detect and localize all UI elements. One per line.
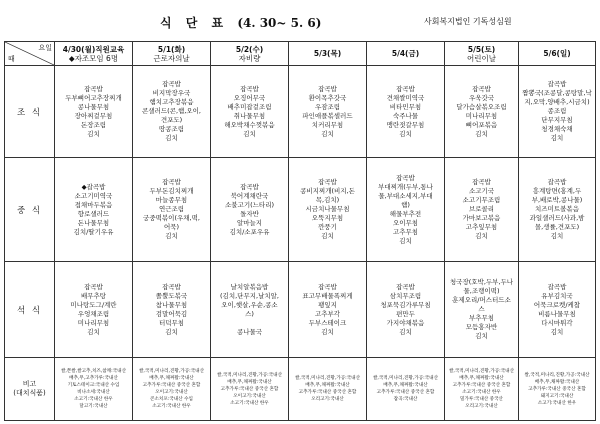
- origin-note: 소고기:국내산 한우: [230, 400, 269, 406]
- menu-item: 뼈어포볶음: [465, 120, 498, 129]
- menu-item: 콩나물무침: [77, 102, 110, 111]
- menu-cell: [133, 262, 211, 358]
- menu-cell: [367, 158, 445, 262]
- notes-row: [5, 358, 596, 421]
- menu-item: 비타민무침: [389, 102, 422, 111]
- day-header: [211, 42, 289, 66]
- menu-item: 부추무침: [468, 314, 495, 322]
- meal-label: 비고 (대치식품): [5, 358, 55, 421]
- origin-note: 잡곡:국내산: [393, 397, 418, 402]
- menu-item: 목,김치): [315, 196, 340, 204]
- day-header: [445, 42, 519, 66]
- menu-item: 단무지무침: [541, 116, 573, 124]
- menu-cell: [367, 262, 445, 358]
- meal-label: 조 식: [5, 66, 55, 158]
- origin-note: 배추,무,채짜활:국내산: [227, 379, 272, 385]
- menu-item: 소고기미역국: [74, 191, 113, 200]
- menu-item: 두부스테이크: [308, 318, 347, 327]
- menu-item: 치즈미트볼볶음: [535, 205, 579, 213]
- menu-cell: [445, 66, 519, 158]
- day-note: 자비량: [238, 53, 261, 63]
- breakfast-row: [5, 66, 596, 158]
- menu-item: 부,배로박,콩나물): [531, 196, 583, 204]
- menu-item: 몰,생률,견포도): [534, 223, 580, 231]
- menu-item: 비름나물무침: [538, 309, 576, 318]
- menu-item: 가마보고볶음: [462, 214, 501, 222]
- menu-item: 김치: [550, 232, 564, 240]
- meal-label: 석 식: [5, 262, 55, 358]
- menu-item: 우엉채조림: [77, 309, 110, 318]
- origin-note: 소고기:국내산 한우: [537, 400, 577, 406]
- day-date: 5/2(수): [235, 44, 264, 54]
- menu-item: 잡곡밥: [396, 282, 415, 291]
- menu-item: 김치: [550, 327, 564, 336]
- menu-item: 오이무침: [392, 218, 419, 227]
- menu-item: 해물부추전: [389, 209, 422, 218]
- menu-cell: [519, 262, 596, 358]
- menu-item: 콩비지찌개(비지,돈: [300, 187, 355, 195]
- menu-cell: [289, 262, 367, 358]
- menu-item: 잡곡밥: [84, 282, 103, 291]
- menu-item: 김치: [399, 129, 412, 138]
- menu-item: 흥계탕면(홍계,두: [532, 187, 582, 195]
- origin-note: 오이고기:국내산: [233, 393, 266, 399]
- menu-item: 스: [478, 305, 485, 313]
- menu-item: 연근조림: [158, 205, 185, 213]
- day-date: 4/30(월)직원교육: [62, 44, 125, 54]
- menu-item: 다시마튀각: [541, 318, 573, 327]
- menu-item: 숙주나물: [392, 111, 419, 120]
- menu-item: 김치: [475, 232, 488, 240]
- menu-item: 김치: [475, 129, 488, 138]
- menu-cell: [55, 158, 133, 262]
- menu-item: 짬뽕국(조콩달,콩탕말,낙: [522, 89, 592, 97]
- corner-meal-label: 때: [8, 55, 15, 63]
- menu-item: 김치: [399, 236, 412, 245]
- menu-item: 우잠조림: [314, 102, 341, 111]
- origin-note: 쌀,국적,미나리,진황,가공:국내산: [372, 376, 439, 381]
- menu-item: 고추부각: [314, 309, 341, 318]
- menu-cell: [55, 262, 133, 358]
- menu-item: 오뚝지무침: [311, 214, 344, 222]
- menu-item: 물,조랭이떡): [463, 287, 500, 295]
- origin-note: 고추가루:국내산 중국산 혼합: [298, 390, 357, 395]
- dinner-row: [5, 262, 596, 358]
- lunch-row: [5, 158, 596, 262]
- menu-item: 잡곡밥: [318, 178, 337, 186]
- menu-cell: [211, 262, 289, 358]
- menu-item: 치커리무침: [311, 120, 344, 129]
- menu-item: 배무추탕: [80, 291, 107, 300]
- menu-item: 청경채숙채: [541, 125, 573, 133]
- menu-item: 취나물무침: [233, 111, 266, 120]
- menu-item: 과일샐러드(사과,밤: [529, 214, 585, 222]
- menu-item: 햄): [401, 200, 410, 209]
- menu-item: 고추무침: [392, 227, 419, 236]
- menu-item: 향로샐러드: [77, 209, 110, 218]
- corner-weekday-label: 요일: [38, 44, 52, 52]
- note-cell: [519, 358, 596, 421]
- day-note: ◆자조모임 6명: [68, 53, 119, 63]
- day-header: [133, 42, 211, 66]
- menu-item: 알마늘지: [236, 218, 263, 227]
- menu-item: 마늘종무침: [155, 196, 188, 204]
- page-title: [160, 14, 321, 31]
- menu-item: 가지야채볶음: [386, 318, 425, 327]
- menu-item: 돈나물무침: [77, 218, 110, 227]
- menu-item: 두부돈김치찌개: [149, 187, 194, 195]
- menu-item: 돈장조림: [80, 120, 107, 129]
- day-note: 어린이날: [467, 53, 496, 63]
- origin-note: 소고기:국내산 한우: [462, 390, 501, 395]
- origin-note: 밀가루:국내산 중국산: [460, 397, 503, 402]
- menu-item: 청포묵김가루무침: [380, 300, 431, 309]
- menu-item: 장아찌겉무침: [74, 111, 113, 120]
- menu-item: 시금치나물무침: [305, 205, 350, 213]
- menu-item: 잡곡밥: [396, 173, 415, 182]
- day-date: 5/5(토): [467, 44, 496, 54]
- origin-note: 쌀,쫀쌀,쌀고추,치즈,참깨:국내산: [60, 369, 127, 374]
- menu-item: 잡곡밥: [162, 178, 181, 186]
- note-cell: [289, 358, 367, 421]
- menu-cell: [211, 66, 289, 158]
- menu-item: 고추잎무침: [465, 223, 498, 231]
- menu-item: 배추미잡겉조림: [227, 102, 272, 111]
- origin-note: 쌀,국적,미나리,진황,가공:국내산: [138, 369, 205, 374]
- menu-item: 터덕무침: [158, 318, 185, 327]
- origin-note: 고추가루:국내산 중국산 혼합: [528, 386, 586, 392]
- menu-item: 미나리무침: [77, 318, 110, 327]
- day-date: 5/6(일): [543, 49, 571, 58]
- menu-item: 미나리무침: [465, 111, 498, 120]
- menu-item: 오징어무국: [233, 93, 266, 102]
- menu-cell: [55, 66, 133, 158]
- period-text: (4. 30~ 5. 6): [237, 16, 322, 30]
- menu-item: 해오박채수껏볶음: [224, 120, 275, 129]
- menu-item: 팽잎지: [318, 300, 337, 309]
- title-text: 식 단 표: [160, 16, 229, 30]
- menu-cell: [289, 66, 367, 158]
- menu-item: 어묵크로켓/케찹: [533, 300, 581, 309]
- menu-item: 잡곡밥: [547, 282, 567, 291]
- menu-item: 김치: [321, 232, 334, 240]
- menu-item: 검말어묵김: [155, 309, 188, 318]
- menu-item: 콘샐러드(콘,햄,오이,: [142, 107, 201, 115]
- menu-item: 김치: [243, 129, 256, 138]
- menu-item: 맹란젓갈무침: [386, 120, 425, 129]
- menu-item: 김치: [475, 332, 488, 340]
- menu-item: 잡곡밥: [472, 84, 491, 93]
- day-header: [55, 42, 133, 66]
- menu-item: 부대찌개(두부,통나: [378, 182, 433, 191]
- menu-item: 땅콩조림: [158, 125, 185, 133]
- menu-item: 김치/소포우유: [229, 227, 270, 236]
- origin-note: 고추가루:국내산 중국산 혼합: [142, 383, 201, 388]
- menu-item: 김치: [165, 134, 178, 142]
- day-header: [519, 42, 596, 66]
- menu-item: 잡곡밥: [84, 84, 103, 93]
- origin-note: 고추가루:국내산 중국산 혼합: [220, 386, 279, 392]
- note-cell: [133, 358, 211, 421]
- menu-item: 소고기국: [468, 187, 495, 195]
- note-cell: [211, 358, 289, 421]
- table-corner-cell: [5, 42, 55, 66]
- menu-item: 잡곡밥: [318, 84, 337, 93]
- menu-item: 파인애플볶셀러드: [302, 111, 353, 120]
- menu-item: (김치,단무지,날치알,: [220, 291, 279, 300]
- meal-rows: [5, 66, 596, 421]
- menu-item: 표고무배물폭찌게: [302, 291, 353, 300]
- menu-item: 미나탕도그/계란: [70, 300, 117, 309]
- menu-item: 궁중떡볶이(우채,떡,: [143, 214, 200, 222]
- menu-item: 두부뼈어고추장찌개: [65, 93, 122, 102]
- origin-note: 쌀,국적,미나리,진황,가공:국내산: [294, 376, 361, 381]
- day-note: 근로자의날: [153, 53, 190, 63]
- menu-item: 잡곡밥: [547, 80, 567, 88]
- origin-note: 비나소세:국내산: [77, 390, 110, 395]
- menu-item: 돌자반: [240, 209, 259, 218]
- origin-note: 배추,무,고추가루:국내산: [69, 376, 118, 381]
- menu-cell: [445, 262, 519, 358]
- origin-note: 오리고기:국내산: [311, 397, 344, 402]
- origin-note: 배추,무,채짜활:국내산: [383, 383, 428, 388]
- day-header: [367, 42, 445, 66]
- menu-item: [211, 319, 288, 328]
- weekly-menu-table: [4, 41, 596, 421]
- menu-cell: [133, 66, 211, 158]
- menu-item: 김치: [399, 327, 412, 336]
- menu-item: 청국장(호박,두부,두나: [449, 278, 514, 286]
- day-date: 5/4(금): [391, 49, 420, 58]
- menu-item: 물,부대소세지,부대: [378, 191, 433, 200]
- menu-item: 참나물무침: [155, 300, 188, 309]
- menu-item: 훈제오리/머스터드소: [452, 296, 511, 304]
- menu-item: 김치: [87, 327, 100, 336]
- menu-cell: [519, 66, 596, 158]
- menu-item: 깐풍기: [318, 223, 337, 231]
- origin-note: 쌀,국적,미나리,진황,가공:국내산: [448, 369, 515, 374]
- origin-note: 소고기:국내산 한우: [152, 404, 191, 409]
- origin-note: 배추,무,채짜활:국내산: [149, 376, 194, 381]
- menu-item: 접채마두볶음: [74, 200, 113, 209]
- organization-name: 사회복지법인 기독성심원: [424, 17, 512, 26]
- origin-note: 콘소치포:국내산 수입: [150, 397, 193, 402]
- menu-cell: [367, 66, 445, 158]
- menu-item: 유부김치국: [541, 291, 573, 300]
- origin-note: 고추가루:국내산 중국산 혼합: [376, 390, 435, 395]
- note-cell: [445, 358, 519, 421]
- menu-item: 모듬홍자반: [465, 323, 498, 331]
- menu-item: 오이,햇살,우순,콩소: [221, 300, 278, 309]
- menu-item: 김치: [87, 129, 100, 138]
- menu-item: 잡곡밥: [318, 282, 337, 291]
- menu-item: 잡곡밥: [472, 178, 491, 186]
- menu-item: 우욱갓국: [468, 93, 495, 102]
- menu-item: 김치/딸기우유: [73, 227, 114, 236]
- origin-note: 배추,무,채짜활:국내산: [534, 379, 580, 385]
- menu-item: 콩나물국: [236, 327, 263, 336]
- note-cell: [55, 358, 133, 421]
- menu-item: 편만두: [396, 309, 415, 318]
- origin-note: 오이고기:국내산: [155, 390, 188, 395]
- origin-note: 오리고기:국내산: [465, 404, 498, 409]
- day-date: 5/1(화): [157, 44, 186, 54]
- menu-item: 잡곡밥: [547, 178, 567, 186]
- menu-item: 쫄뿔도볶국: [155, 291, 188, 300]
- origin-note: 고추가루:국내산 중국산 혼합: [452, 383, 511, 388]
- menu-item: 김치: [321, 327, 334, 336]
- origin-note: 소고기:국내산 한우: [74, 397, 113, 402]
- origin-note: 쌀,국적,미나리,진황,가공:국내산: [524, 372, 590, 378]
- note-cell: [367, 358, 445, 421]
- page-header: [0, 0, 600, 40]
- menu-item: 잡곡밥: [162, 80, 181, 88]
- origin-note: 돼지고기:국내산: [540, 393, 574, 399]
- day-header-row: [5, 42, 596, 66]
- origin-note: 달고기:국내산: [79, 404, 108, 409]
- menu-item: 김치: [550, 134, 564, 142]
- day-header: [289, 42, 367, 66]
- menu-item: 잡곡밥: [396, 84, 415, 93]
- menu-item: 지,오막,양배추,시금치): [524, 98, 590, 106]
- origin-note: 배추,무,채짜활:국내산: [305, 383, 350, 388]
- menu-cell: [445, 158, 519, 262]
- menu-item: ◆잡곡밥: [81, 182, 106, 191]
- meal-label: 중 식: [5, 158, 55, 262]
- menu-item: 삼치무조림: [389, 291, 422, 300]
- menu-item: 환이목추갓국: [308, 93, 347, 102]
- menu-item: 김치: [321, 129, 334, 138]
- origin-note: 쌀,국적,미나리,진황,가공:국내산: [216, 372, 283, 378]
- origin-note: 기토스테이크:국내산 수입: [67, 383, 120, 388]
- menu-item: 북어계채란국: [230, 191, 269, 200]
- menu-cell: [519, 158, 596, 262]
- origin-note: 배추,무,채짜활:국내산: [459, 376, 504, 381]
- menu-item: 소불고기(느타리): [224, 200, 275, 209]
- menu-item: 잡곡밥: [162, 282, 181, 291]
- menu-item: 날치알볶음밥: [230, 282, 269, 291]
- menu-item: 김치: [165, 232, 178, 240]
- menu-item: 브로콜리: [468, 205, 495, 213]
- menu-item: 달가슴살볶오조림: [456, 102, 507, 111]
- menu-item: 견포도): [160, 116, 183, 124]
- menu-item: 소고기무조림: [462, 196, 501, 204]
- day-date: 5/3(목): [313, 49, 342, 58]
- menu-cell: [211, 158, 289, 262]
- menu-item: 스): [245, 309, 254, 318]
- menu-item: 잡곡밥: [240, 182, 259, 191]
- menu-item: 어묵): [163, 223, 180, 231]
- menu-item: 잡곡밥: [240, 84, 259, 93]
- menu-item: 햄치고추장볶음: [149, 98, 194, 106]
- menu-item: 종조림: [547, 107, 567, 115]
- menu-item: 김치: [165, 327, 178, 336]
- menu-item: 비지막장우국: [152, 89, 191, 97]
- menu-cell: [289, 158, 367, 262]
- menu-item: 견채쌀미역국: [386, 93, 425, 102]
- menu-cell: [133, 158, 211, 262]
